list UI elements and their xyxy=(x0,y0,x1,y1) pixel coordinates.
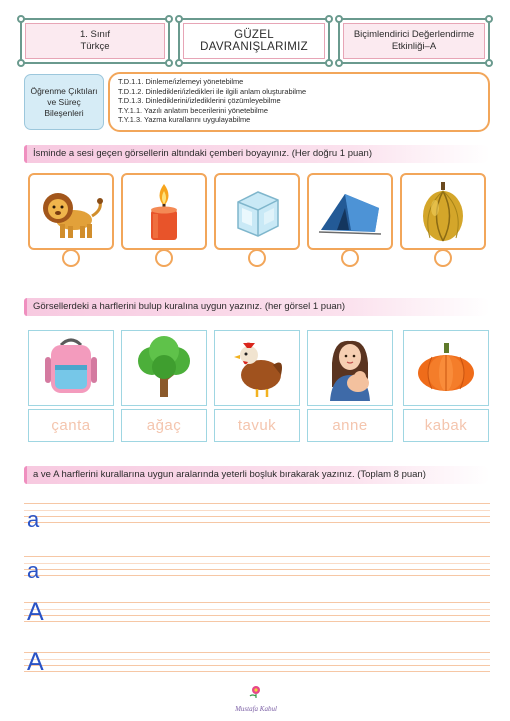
grade-label: 1. Sınıf xyxy=(79,29,111,40)
chicken-picture xyxy=(221,335,293,401)
ice-card xyxy=(214,173,300,250)
page-title: GÜZEL DAVRANIŞLARIMIZ xyxy=(200,29,308,53)
section3-instruction: a ve A harflerini kurallarına uygun aralarında yeterli boşluk bırakarak yazınız. (Toplam 8 puan) xyxy=(24,466,490,484)
corner-ornament xyxy=(17,15,25,23)
chicken-card xyxy=(214,330,300,406)
author-logo xyxy=(226,684,286,714)
outcome-item: T.D.1.3. Dinlediklerini/izlediklerini çözümleyebilme xyxy=(118,96,281,106)
outcome-item: T.D.1.1. Dinleme/izlemeyi yönetebilme xyxy=(118,77,244,86)
bag-picture xyxy=(35,335,107,401)
outcomes-list xyxy=(108,72,490,132)
corner-ornament xyxy=(165,59,173,67)
word-box[interactable]: çanta xyxy=(28,409,114,442)
melon-picture xyxy=(408,180,478,244)
corner-ornament xyxy=(325,59,333,67)
outcomes-label xyxy=(24,74,104,130)
tree-card xyxy=(121,330,207,406)
flower-icon xyxy=(246,684,266,698)
outcomes-label-line: ve Süreç xyxy=(47,96,81,107)
corner-ornament xyxy=(485,59,493,67)
corner-ornament xyxy=(485,15,493,23)
header-grade-box xyxy=(20,18,170,64)
answer-circle[interactable] xyxy=(155,249,173,267)
corner-ornament xyxy=(175,59,183,67)
bag-card xyxy=(28,330,114,406)
word-box[interactable]: tavuk xyxy=(214,409,300,442)
tent-card xyxy=(307,173,393,250)
assessment-label: Biçimlendirici Değerlendirme xyxy=(353,29,475,40)
sample-letter: A xyxy=(27,598,44,626)
activity-label: Etkinliği–A xyxy=(391,41,437,52)
corner-ornament xyxy=(325,15,333,23)
word-box[interactable]: ağaç xyxy=(121,409,207,442)
outcomes-label-line: Öğrenme Çıktıları xyxy=(30,85,98,96)
sample-letter: A xyxy=(27,648,44,676)
writing-line[interactable] xyxy=(24,598,490,626)
section2-instruction: Görsellerdeki a harflerini bulup kuralına uygun yazınız. (her görsel 1 puan) xyxy=(24,298,490,316)
answer-circle[interactable] xyxy=(248,249,266,267)
tree-picture xyxy=(128,335,200,401)
lion-picture xyxy=(36,180,106,244)
author-signature: Mustafa Kabul xyxy=(235,705,277,713)
answer-circle[interactable] xyxy=(434,249,452,267)
outcome-item: T.D.1.2. Dinledikleri/izledikleri ile ilgili anlam oluşturabilme xyxy=(118,86,307,96)
candle-picture xyxy=(129,180,199,244)
word-box[interactable]: kabak xyxy=(403,409,489,442)
subject-label: Türkçe xyxy=(80,41,110,52)
ice-picture xyxy=(222,180,292,244)
header-title-box xyxy=(178,18,330,64)
outcomes-label-line: Bileşenleri xyxy=(44,107,84,118)
writing-line[interactable] xyxy=(24,503,490,523)
pumpkin-card xyxy=(403,330,489,406)
header-assessment-box xyxy=(338,18,490,64)
corner-ornament xyxy=(335,15,343,23)
candle-card xyxy=(121,173,207,250)
outcome-item: T.Y.1.3. Yazma kurallarını uygulayabilme xyxy=(118,115,251,125)
section1-instruction: İsminde a sesi geçen görsellerin altındaki çemberi boyayınız. (Her doğru 1 puan) xyxy=(24,145,490,163)
sample-letter: a xyxy=(27,558,40,583)
lion-card xyxy=(28,173,114,250)
answer-circle[interactable] xyxy=(341,249,359,267)
corner-ornament xyxy=(175,15,183,23)
pumpkin-picture xyxy=(410,335,482,401)
sample-letter: a xyxy=(27,507,40,532)
tent-picture xyxy=(315,180,385,244)
mother-card xyxy=(307,330,393,406)
corner-ornament xyxy=(17,59,25,67)
word-box[interactable]: anne xyxy=(307,409,393,442)
mother-picture xyxy=(314,335,386,401)
answer-circle[interactable] xyxy=(62,249,80,267)
melon-card xyxy=(400,173,486,250)
corner-ornament xyxy=(165,15,173,23)
outcome-item: T.Y.1.1. Yazılı anlatım becerilerini yönetebilme xyxy=(118,105,268,115)
corner-ornament xyxy=(335,59,343,67)
writing-line[interactable] xyxy=(24,556,490,576)
writing-line[interactable] xyxy=(24,648,490,676)
